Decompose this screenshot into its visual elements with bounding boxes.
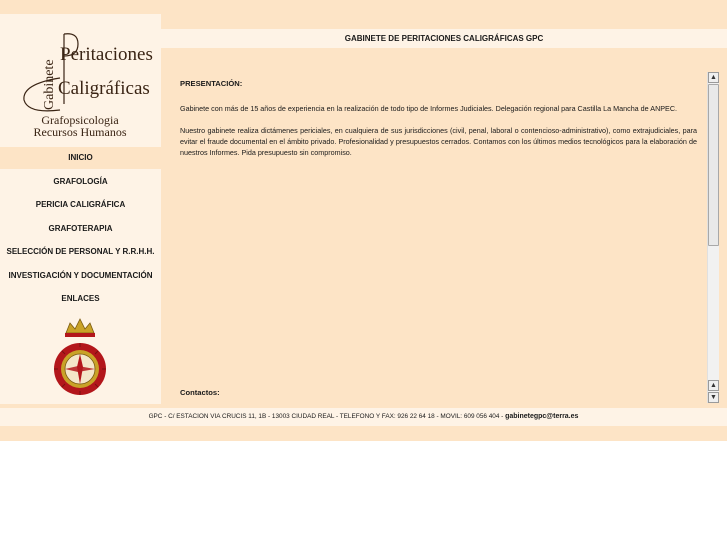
sidebar-item-grafologia[interactable]: GRAFOLOGÍA xyxy=(53,176,108,186)
police-crest-icon xyxy=(50,317,110,399)
scroll-up-button[interactable]: ▲ xyxy=(708,72,719,83)
services-paragraph: Nuestro gabinete realiza dictámenes periciales, en cualquiera de sus jurisdicciones (civil, penal, laboral o contencioso-administrativo), como extrajudiciales, para evitar el fraude documental en el ámbito privado. Profesionalidad y presupuestos cerrados. Contamos con los últimos medios tecnológicos para la elaboración de nuestros Informes. Pida presupuesto sin compromiso. xyxy=(180,126,697,157)
sidebar-item-pericia-caligrafica[interactable]: PERICIA CALIGRÁFICA xyxy=(35,200,126,209)
sidebar-item-grafoterapia[interactable]: GRAFOTERAPIA xyxy=(48,223,113,233)
logo-line-grafopsicologia: Grafopsicologia xyxy=(41,113,119,127)
footer xyxy=(0,408,727,426)
scroll-down-button[interactable]: ▼ xyxy=(708,392,719,403)
logo-word-caligraficas: Caligráficas xyxy=(58,78,150,99)
logo-line-rrhh: Recursos Humanos xyxy=(33,125,127,139)
contacts-heading: Contactos: xyxy=(180,388,220,397)
section-heading: PRESENTACIÓN: xyxy=(180,79,243,88)
sidebar-item-enlaces[interactable]: ENLACES xyxy=(61,294,100,303)
logo-word-gabinete: Gabinete xyxy=(42,59,57,110)
content-scrollbar[interactable] xyxy=(707,72,719,403)
intro-paragraph: Gabinete con más de 15 años de experiencia en la realización de todo tipo de Informes Judiciales. Delegación regional para Castilla La Mancha de ANPEC. xyxy=(180,104,678,113)
sidebar xyxy=(0,14,161,404)
sidebar-item-inicio[interactable]: INICIO xyxy=(0,147,161,169)
logo-word-peritaciones: Peritaciones xyxy=(60,44,153,65)
site-logo[interactable] xyxy=(0,14,161,147)
footer-email-link[interactable]: gabinetegpc@terra.es xyxy=(505,413,579,420)
content-body xyxy=(180,78,697,169)
scroll-up-button-lower[interactable]: ▲ xyxy=(708,380,719,391)
sidebar-item-investigacion-y-documentacion[interactable]: INVESTIGACIÓN Y DOCUMENTACIÓN xyxy=(8,270,153,280)
content-frame xyxy=(161,72,706,404)
footer-address: GPC - C/ ESTACION VIA CRUCIS 11, 1B - 13003 CIUDAD REAL - TELEFONO Y FAX: 926 22 64 18 - MOVIL: 609 056 404 - xyxy=(148,413,506,420)
page-title: GABINETE DE PERITACIONES CALIGRÁFICAS GPC xyxy=(161,29,727,48)
scrollbar-thumb[interactable] xyxy=(708,84,719,246)
logo-graphic xyxy=(0,14,161,147)
sidebar-item-seleccion-de-personal-y-r-r-h-h[interactable]: SELECCIÓN DE PERSONAL Y R.R.H.H. xyxy=(6,247,155,256)
